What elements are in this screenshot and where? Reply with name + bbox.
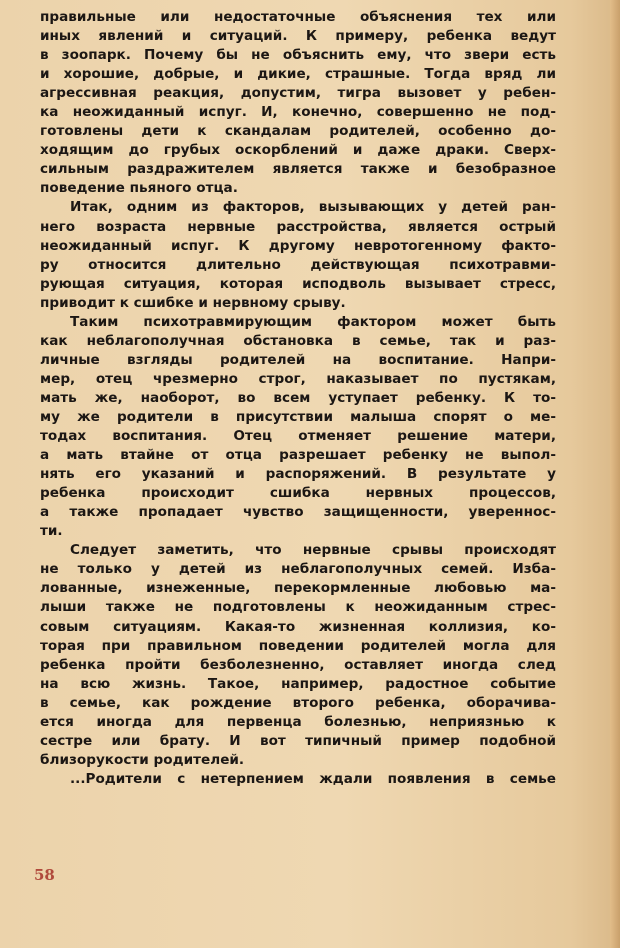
text-line: неожиданный испуг. К другому невротогенному факто- [40,237,556,254]
text-line: ...Родители с нетерпением ждали появления в семье [70,770,556,787]
text-line: сильным раздражителем является также и безобразное [40,161,556,178]
text-line: мать же, наоборот, во всем уступает ребенку. К то- [40,389,556,406]
text-line: лованные, изнеженные, перекормленные любовью ма- [40,580,556,597]
text-line: а также пропадает чувство защищенности, увереннос- [40,504,556,521]
text-line: ребенка происходит сшибка нервных процессов, [40,485,556,502]
text-line: лыши также не подготовлены к неожиданным стрес- [40,599,556,616]
text-line: в семье, как рождение второго ребенка, оборачива- [40,694,556,711]
text-line: как неблагополучная обстановка в семье, так и раз- [40,332,556,349]
text-line: него возраста нервные расстройства, является острый [40,218,556,235]
text-line: поведение пьяного отца. [40,180,238,197]
text-line: и хорошие, добрые, и дикие, страшные. Тогда вряд ли [40,66,556,83]
text-line: Таким психотравмирующим фактором может быть [70,313,556,330]
text-line: совым ситуациям. Какая-то жизненная коллизия, ко- [40,618,556,635]
text-line: иных явлений и ситуаций. К примеру, ребенка ведут [40,28,556,45]
text-line: ходящим до грубых оскорблений и даже драки. Сверх- [40,142,556,159]
text-line: тодах воспитания. Отец отменяет решение матери, [40,428,556,445]
text-line: Итак, одним из факторов, вызывающих у детей ран- [70,199,556,216]
text-line: ется иногда для первенца болезнью, неприязнью к [40,713,556,730]
page-number: 58 [34,866,55,884]
text-line: мер, отец чрезмерно строг, наказывает по пустякам, [40,370,556,387]
text-line: рующая ситуация, которая исподволь вызывает стресс, [40,275,556,292]
text-line: ти. [40,523,63,540]
text-line: а мать втайне от отца разрешает ребенку не выпол- [40,447,556,464]
text-line: торая при правильном поведении родителей могла для [40,637,556,654]
text-line: ка неожиданный испуг. И, конечно, совершенно не под- [40,104,556,121]
text-line: близорукости родителей. [40,751,245,768]
text-line: правильные или недостаточные объяснения тех или [40,9,556,25]
text-line: приводит к сшибке и нервному срыву. [40,294,346,311]
text-line: готовлены дети к скандалам родителей, особенно до- [40,123,556,140]
body-text [40,8,556,789]
text-line: Следует заметить, что нервные срывы происходят [70,542,556,559]
text-line: ру относится длительно действующая психотравми- [40,256,556,273]
text-line: на всю жизнь. Такое, например, радостное событие [40,675,556,692]
text-line: ребенка пройти безболезненно, оставляет иногда след [40,656,556,673]
text-line: сестре или брату. И вот типичный пример подобной [40,732,556,749]
text-line: личные взгляды родителей на воспитание. Напри- [40,351,556,368]
page-edge [610,0,620,948]
text-line: не только у детей из неблагополучных семей. Изба- [40,561,556,578]
text-line: му же родители в присутствии малыша спорят о ме- [40,408,556,425]
text-line: в зоопарк. Почему бы не объяснить ему, что звери есть [40,47,556,64]
text-line: нять его указаний и распоряжений. В результате у [40,466,556,483]
text-line: агрессивная реакция, допустим, тигра вызовет у ребен- [40,85,556,102]
